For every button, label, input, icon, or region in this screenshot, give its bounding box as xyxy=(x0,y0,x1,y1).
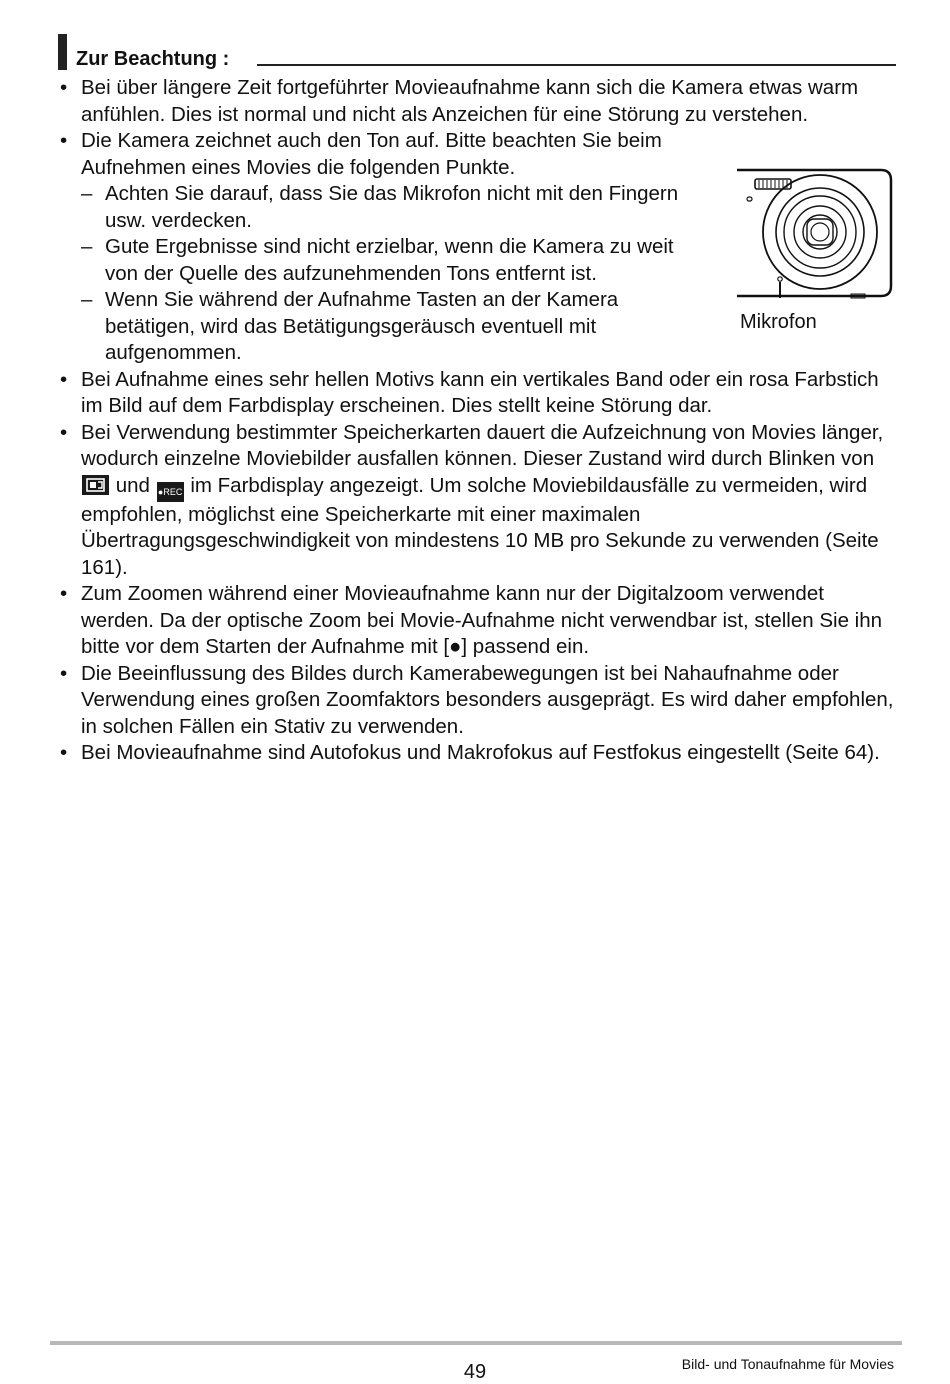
sub-list-item: – Gute Ergebnisse sind nicht erzielbar, wenn die Kamera zu weit von der Quelle des aufzunehmenden Tons entfernt ist. xyxy=(58,234,896,287)
list-item: • Die Beeinflussung des Bildes durch Kamerabewegungen ist bei Nahaufnahme oder Verwendung eines großen Zoomfaktors besonders ausgeprägt. Es wird daher empfohlen, in solchen Fällen ein Stativ zu verwenden. xyxy=(58,661,896,741)
rec-icon: ●REC xyxy=(157,482,184,502)
camera-front-illustration xyxy=(735,168,895,300)
sub-list-item: – Achten Sie darauf, dass Sie das Mikrofon nicht mit den Fingern usw. verdecken. xyxy=(58,181,896,234)
list-item: • Bei Movieaufnahme sind Autofokus und Makrofokus auf Festfokus eingestellt (Seite 64). xyxy=(58,740,896,767)
footer-rule xyxy=(50,1341,902,1345)
note-marker-bar xyxy=(58,34,67,70)
microphone-label: Mikrofon xyxy=(740,311,817,333)
note-title: Zur Beachtung : xyxy=(76,48,230,70)
list-item xyxy=(58,420,896,582)
note-heading xyxy=(58,34,896,70)
sub-list-item: – Wenn Sie während der Aufnahme Tasten an der Kamera betätigen, wird das Betätigungsgeräusch eventuell mit aufgenommen. xyxy=(58,287,896,367)
page-number: 49 xyxy=(463,1361,487,1383)
list-item: • Bei über längere Zeit fortgeführter Movieaufnahme kann sich die Kamera etwas warm anfühlen. Dies ist normal und nicht als Anzeichen für eine Störung zu verstehen. xyxy=(58,75,896,128)
memory-card-icon xyxy=(82,475,109,495)
list-item: • Bei Aufnahme eines sehr hellen Motivs kann ein vertikales Band oder ein rosa Farbstich im Bild auf dem Farbdisplay erscheinen. Dies stellt keine Störung dar. xyxy=(58,367,896,420)
list-item: • Die Kamera zeichnet auch den Ton auf. Bitte beachten Sie beim Aufnehmen eines Movies die folgenden Punkte. xyxy=(58,128,896,181)
footer-section-title: Bild- und Tonaufnahme für Movies xyxy=(681,1356,894,1372)
list-item: • Zum Zoomen während einer Movieaufnahme kann nur der Digitalzoom verwendet werden. Da der optische Zoom bei Movie-Aufnahme nicht verwendbar ist, stellen Sie ihn bitte vor dem Starten der Aufnahme mit [●] passend ein. xyxy=(58,581,896,661)
list-item-text: und xyxy=(115,473,150,497)
list-item-text: Bei Verwendung bestimmter Speicherkarten dauert die Aufzeichnung von Movies länger, wodurch einzelne Moviebilder ausfallen können. Dieser Zustand wird durch Blinken von xyxy=(81,420,884,470)
note-heading-rule xyxy=(257,64,896,66)
list-item-text: im Farbdisplay angezeigt. Um solche Moviebildausfälle zu vermeiden, wird empfohlen, möglichst eine Speicherkarte mit einer maximalen Übertragungsgeschwindigkeit von mindestens 10 MB pro Sekunde zu verwenden (Seite 161). xyxy=(81,473,879,579)
